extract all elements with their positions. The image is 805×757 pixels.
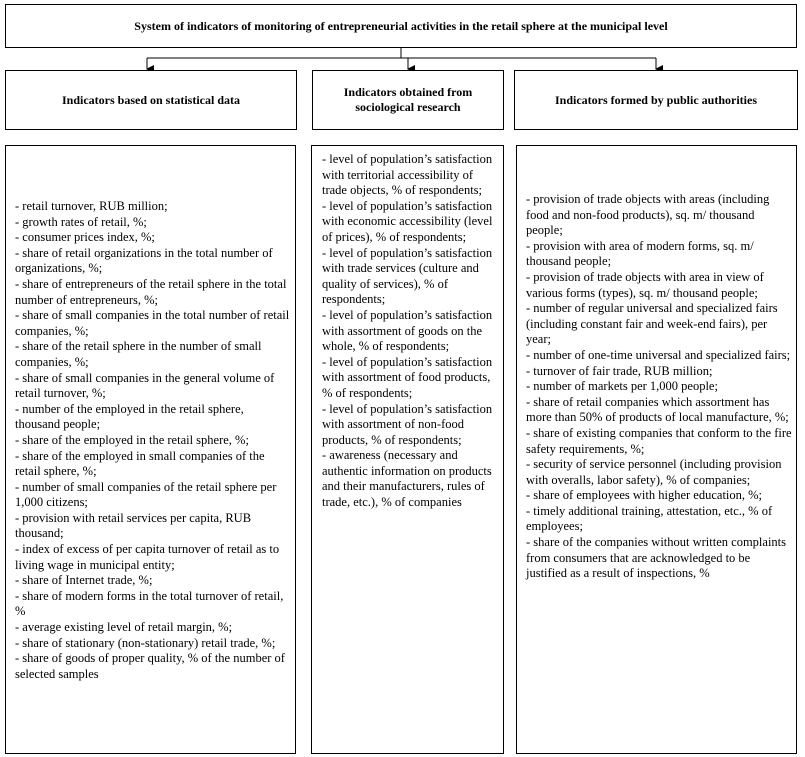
indicator-item: - growth rates of retail, %; (15, 214, 147, 229)
indicator-item: - number of small companies of the retail sphere per 1,000 citizens; (15, 479, 277, 510)
column-authorities (516, 145, 797, 754)
indicator-item: - level of population’s satisfaction with economic accessibility (level of prices), % of respondents; (322, 198, 493, 244)
indicator-item: - timely additional training, attestation, etc., % of employees; (526, 503, 773, 534)
indicator-item: - security of service personnel (including provision with overalls, labor safety), % of companies; (526, 457, 782, 487)
indicator-item: - share of modern forms in the total turnover of retail, % (15, 588, 284, 619)
indicator-item: - share of goods of proper quality, % of the number of selected samples (15, 651, 285, 681)
column-statistical (5, 145, 296, 754)
indicator-item: - share of retail organizations in the total number of organizations, %; (15, 245, 273, 276)
indicator-item: - consumer prices index, %; (15, 230, 155, 245)
indicator-item: - number of regular universal and specialized fairs (including constant fair and week-end fairs), per year; (526, 301, 778, 347)
indicator-item: - average existing level of retail margin, %; (15, 620, 233, 635)
indicator-item: - share of the retail sphere in the number of small companies, %; (15, 339, 262, 369)
indicator-item: - share of the companies without written complaints from consumers that are acknowledged to be justified as a result of inspections, % (526, 535, 787, 581)
indicator-item: - number of one-time universal and specialized fairs; (526, 347, 791, 362)
diagram-title: System of indicators of monitoring of entrepreneurial activities in the retail sphere at the municipal level (5, 4, 797, 48)
indicator-item: - level of population’s satisfaction with trade services (culture and quality of services), % of respondents; (322, 245, 493, 307)
indicator-item: - share of entrepreneurs of the retail sphere in the total number of entrepreneurs, %; (15, 276, 287, 307)
indicator-item: - level of population’s satisfaction with territorial accessibility of trade objects, % of respondents; (322, 152, 493, 198)
header-statistical: Indicators based on statistical data (5, 70, 297, 130)
indicator-item: - share of employees with higher education, %; (526, 488, 763, 503)
indicator-item: - provision of trade objects with areas (including food and non-food products), sq. m/ thousand people; (526, 192, 770, 238)
indicator-item: - provision of trade objects with area in view of various forms (types), sq. m/ thousand people; (526, 269, 764, 300)
indicator-item: - share of existing companies that conform to the fire safety requirements, %; (526, 425, 792, 456)
indicator-item: - level of population’s satisfaction with assortment of food products, % of respondents; (322, 354, 493, 400)
indicator-item: - share of small companies in the general volume of retail turnover, %; (15, 370, 275, 401)
indicator-item: - retail turnover, RUB million; (15, 199, 168, 213)
indicator-item: - level of population’s satisfaction with assortment of non-food products, % of respondents; (322, 401, 493, 447)
indicator-item: - provision with area of modern forms, sq. m/ thousand people; (526, 238, 754, 269)
indicator-item: - number of markets per 1,000 people; (526, 379, 718, 394)
column-sociological (311, 145, 504, 754)
indicator-item: - share of retail companies which assortment has more than 50% of products of local manufacture, %; (526, 394, 789, 425)
indicator-item: - index of excess of per capita turnover of retail as to living wage in municipal entity; (15, 542, 280, 572)
indicator-item: - share of stationary (non-stationary) retail trade, %; (15, 635, 276, 650)
indicator-item: - share of Internet trade, %; (15, 573, 153, 588)
indicator-item: - turnover of fair trade, RUB million; (526, 363, 713, 378)
indicator-item: - number of the employed in the retail sphere, thousand people; (15, 401, 244, 432)
indicator-item: - share of small companies in the total number of retail companies, %; (15, 308, 290, 338)
indicator-item: - level of population’s satisfaction with assortment of goods on the whole, % of respondents; (322, 307, 493, 354)
indicator-item: - awareness (necessary and authentic information on products and their manufacturers, rules of trade, etc.), % of companies (322, 448, 492, 510)
indicator-item: - share of the employed in small companies of the retail sphere, %; (15, 448, 265, 479)
indicator-item: - provision with retail services per capita, RUB thousand; (15, 510, 252, 541)
header-sociological: Indicators obtained from sociological research (312, 70, 504, 130)
indicator-item: - share of the employed in the retail sphere, %; (15, 432, 249, 447)
header-authorities: Indicators formed by public authorities (514, 70, 798, 130)
